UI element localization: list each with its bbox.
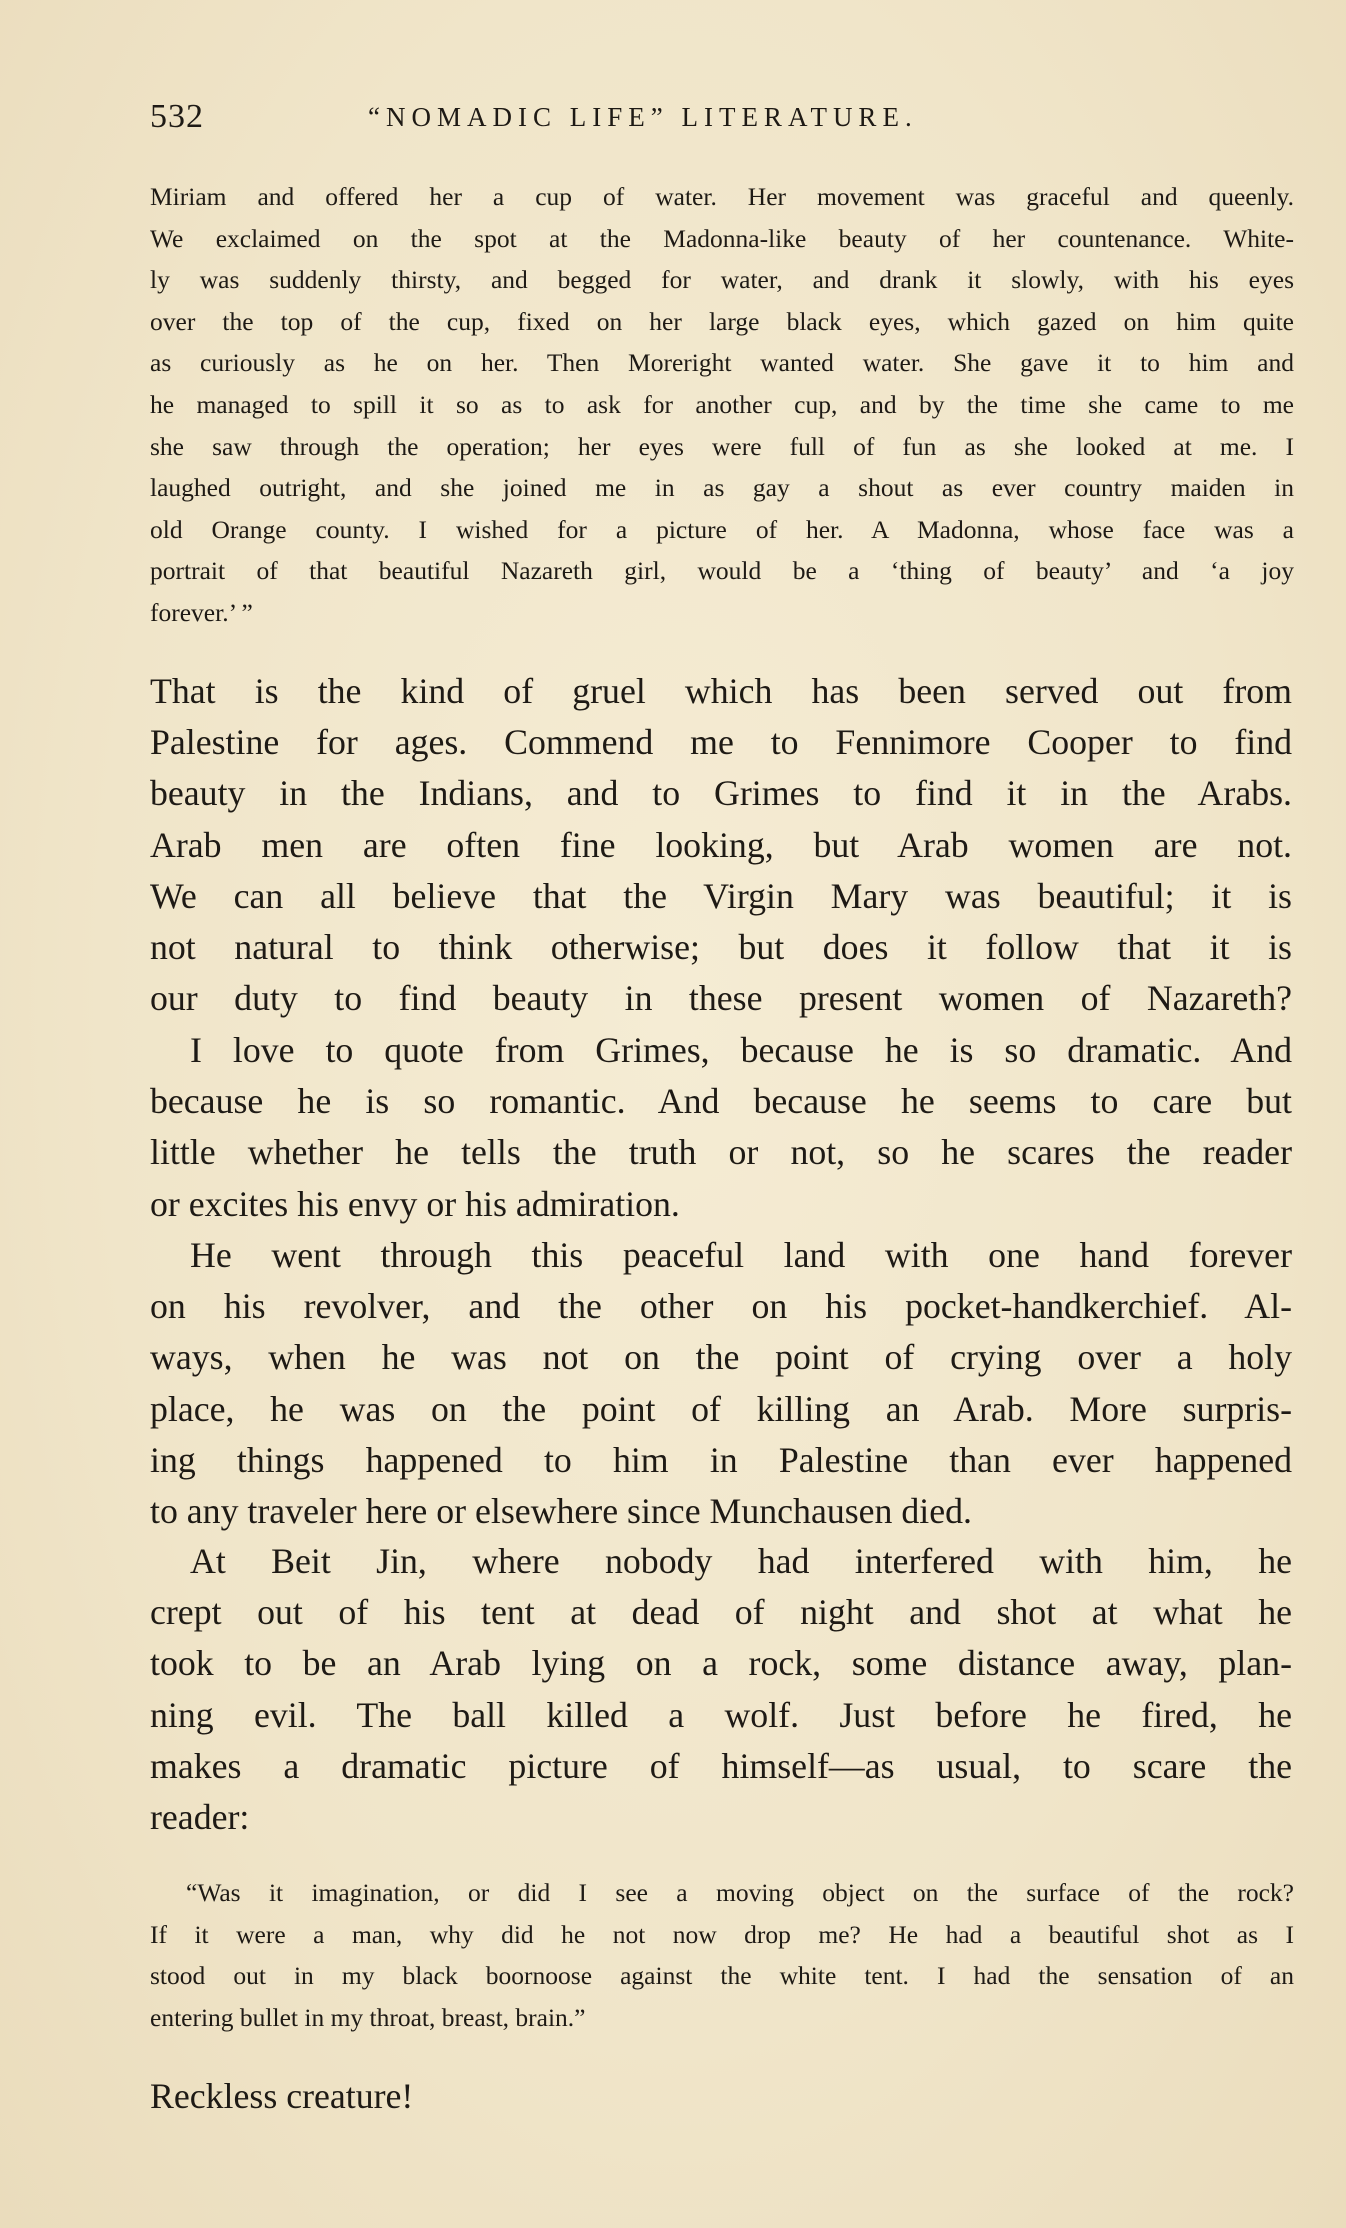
text-line: not natural to think otherwise; but does it follow that it is xyxy=(150,927,1292,968)
paragraph-reckless xyxy=(150,2071,1292,2122)
text-line: He went through this peaceful land with one hand forever xyxy=(190,1235,1292,1275)
text-line: reader: xyxy=(150,1797,250,1838)
text-line: Palestine for ages. Commend me to Fennimore Cooper to find xyxy=(150,722,1292,763)
block-quote-imagination xyxy=(150,1872,1294,2038)
text-line: little whether he tells the truth or not, so he scares the reader xyxy=(150,1132,1292,1173)
text-line: ning evil. The ball killed a wolf. Just before he fired, he xyxy=(150,1694,1292,1735)
paragraph-quote-grimes xyxy=(150,1025,1292,1230)
text-line: ing things happened to him in Palestine than ever happened xyxy=(150,1439,1292,1480)
text-line: took to be an Arab lying on a rock, some distance away, plan- xyxy=(150,1643,1292,1684)
text-line: crept out of his tent at dead of night and shot at what he xyxy=(150,1592,1292,1633)
quote-line: as curiously as he on her. Then Moreright wanted water. She gave it to him and xyxy=(150,348,1294,378)
text-line: to any traveler here or elsewhere since Munchausen died. xyxy=(150,1491,972,1532)
quote-line: he managed to spill it so as to ask for another cup, and by the time she came to me xyxy=(150,389,1294,419)
text-line: At Beit Jin, where nobody had interfered with him, he xyxy=(190,1541,1292,1581)
quote-line: ly was suddenly thirsty, and begged for water, and drank it slowly, with his eyes xyxy=(150,265,1294,295)
paragraph-gruel xyxy=(150,666,1292,1024)
paragraph-beit-jin xyxy=(150,1536,1292,1843)
quote-line: If it were a man, why did he not now drop me? He had a beautiful shot as I xyxy=(150,1919,1294,1949)
quote-line: laughed outright, and she joined me in as gay a shout as ever country maiden in xyxy=(150,473,1294,503)
text-line: ways, when he was not on the point of crying over a holy xyxy=(150,1337,1292,1378)
running-head: “NOMADIC LIFE” LITERATURE. xyxy=(368,102,918,132)
text-line: because he is so romantic. And because he seems to care but xyxy=(150,1081,1292,1122)
quote-line: over the top of the cup, fixed on her large black eyes, which gazed on him quite xyxy=(150,306,1294,336)
text-line: our duty to find beauty in these present women of Nazareth? xyxy=(150,978,1292,1019)
quote-line: she saw through the operation; her eyes were full of fun as she looked at me. I xyxy=(150,431,1294,461)
quote-line: We exclaimed on the spot at the Madonna-like beauty of her countenance. White- xyxy=(150,223,1294,253)
quote-line: “Was it imagination, or did I see a moving object on the surface of the rock? xyxy=(186,1878,1294,1907)
text-line: or excites his envy or his admiration. xyxy=(150,1183,680,1224)
text-line: Reckless creature! xyxy=(150,2076,414,2116)
text-line: I love to quote from Grimes, because he is so dramatic. And xyxy=(190,1030,1292,1070)
text-line: That is the kind of gruel which has been served out from xyxy=(150,671,1292,711)
text-line: on his revolver, and the other on his pocket-handkerchief. Al- xyxy=(150,1286,1292,1327)
quote-line: portrait of that beautiful Nazareth girl, would be a ‘thing of beauty’ and ‘a joy xyxy=(150,556,1294,586)
text-line: Arab men are often fine looking, but Arab women are not. xyxy=(150,824,1292,865)
quote-line: forever.’ ” xyxy=(150,597,253,627)
text-line: beauty in the Indians, and to Grimes to find it in the Arabs. xyxy=(150,773,1292,814)
block-quote-miriam xyxy=(150,176,1294,634)
quote-line: stood out in my black boornoose against the white tent. I had the sensation of an xyxy=(150,1961,1294,1991)
paragraph-peaceful-land xyxy=(150,1230,1292,1537)
page-header xyxy=(150,98,1300,146)
quote-line: old Orange county. I wished for a picture of her. A Madonna, whose face was a xyxy=(150,514,1294,544)
text-line: place, he was on the point of killing an Arab. More surpris- xyxy=(150,1388,1292,1429)
text-line: We can all believe that the Virgin Mary was beautiful; it is xyxy=(150,875,1292,916)
quote-line: entering bullet in my throat, breast, brain.” xyxy=(150,2002,586,2032)
text-line: makes a dramatic picture of himself—as usual, to scare the xyxy=(150,1745,1292,1786)
page-number: 532 xyxy=(150,98,204,135)
quote-line: Miriam and offered her a cup of water. Her movement was graceful and queenly. xyxy=(150,182,1294,211)
